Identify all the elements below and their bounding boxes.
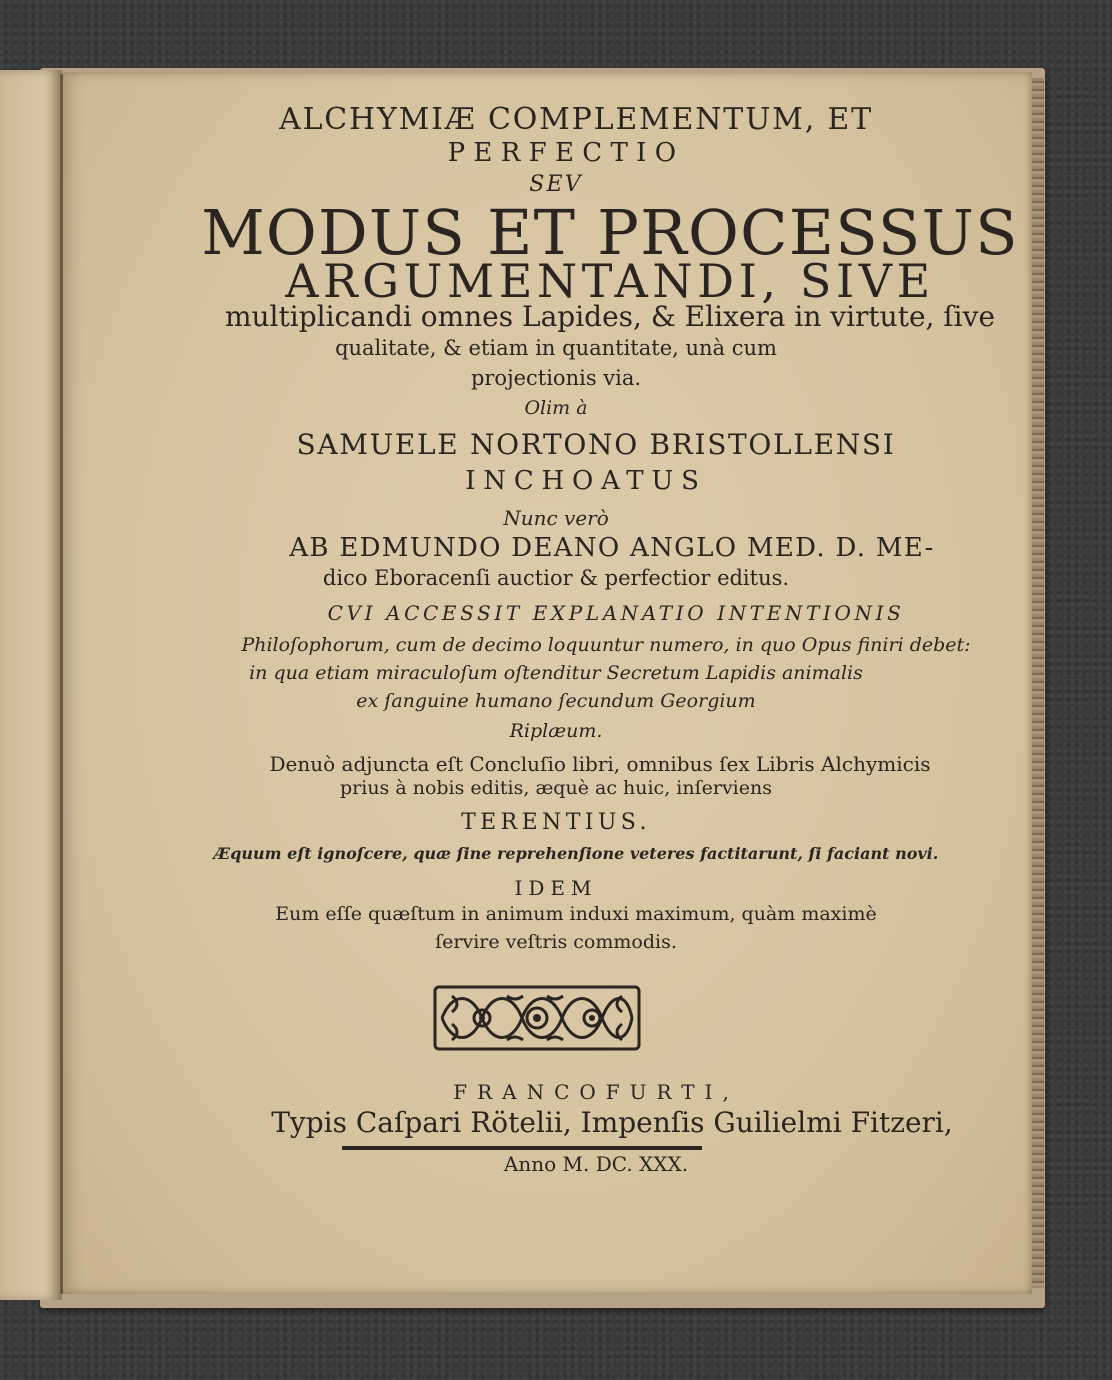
conclusio-line-1: Denuò adjuncta eſt Concluſio libri, omnibus ſex Libris Alchymicis: [269, 752, 931, 776]
author-line-2: INCHOATUS: [465, 466, 707, 496]
conclusio-line-2: prius à nobis editis, æquè ac huic, inſerviens: [340, 777, 772, 799]
imprint-rule: [342, 1146, 702, 1150]
terentius-heading: TERENTIUS.: [461, 810, 651, 835]
editor-line-1: AB EDMUNDO DEANO ANGLO MED. D. ME-: [289, 533, 935, 563]
accessit-line-1: CVI ACCESSIT EXPLANATIO INTENTIONIS: [327, 601, 905, 625]
accessit-line-2: Philoſophorum, cum de decimo loquuntur numero, in quo Opus finiri debet:: [241, 634, 971, 656]
olim-line: Olim à: [524, 397, 588, 419]
idem-quote-1: Eum eſſe quæſtum in animum induxi maximum, quàm maximè: [275, 903, 877, 925]
imprint-year: Anno M. DC. XXX.: [503, 1152, 689, 1176]
main-title-2: ARGUMENTANDI, SIVE: [285, 254, 935, 308]
title-line-3: SEV: [529, 172, 583, 197]
accessit-line-3: in qua etiam miraculoſum oſtenditur Secretum Lapidis animalis: [249, 662, 863, 684]
editor-line-2: dico Eboracenſi auctior & perfectior editus.: [322, 566, 790, 590]
title-line-1: ALCHYMIÆ COMPLEMENTUM, ET: [279, 102, 873, 137]
accessit-line-4: ex ſanguine humano ſecundum Georgium: [356, 690, 756, 712]
printers-ornament-icon: [432, 984, 642, 1052]
subtitle-line-1: multiplicandi omnes Lapides, & Elixera in virtute, ſive: [224, 300, 996, 333]
author-line-1: SAMUELE NORTONO BRISTOLLENSI: [296, 428, 896, 461]
nunc-vero-line: Nunc verò: [503, 506, 609, 530]
idem-heading: IDEM: [514, 876, 598, 900]
terentius-quote: Æquum eſt ignoſcere, quæ ſine reprehenſione veteres factitarunt, ſi faciant novi.: [213, 844, 939, 863]
idem-quote-2: ſervire veſtris commodis.: [435, 931, 677, 953]
subtitle-line-3: projectionis via.: [470, 366, 642, 390]
imprint-printer: Typis Caſpari Rötelii, Impenſis Guilielmi Fitzeri,: [271, 1106, 953, 1139]
subtitle-line-2: qualitate, & etiam in quantitate, unà cum: [335, 336, 777, 360]
accessit-line-5: Riplæum.: [509, 720, 603, 742]
imprint-city: FRANCOFURTI,: [453, 1080, 739, 1104]
main-title-1: MODUS ET PROCESSUS: [201, 196, 1019, 269]
title-line-2: PERFECTIO: [447, 138, 685, 168]
